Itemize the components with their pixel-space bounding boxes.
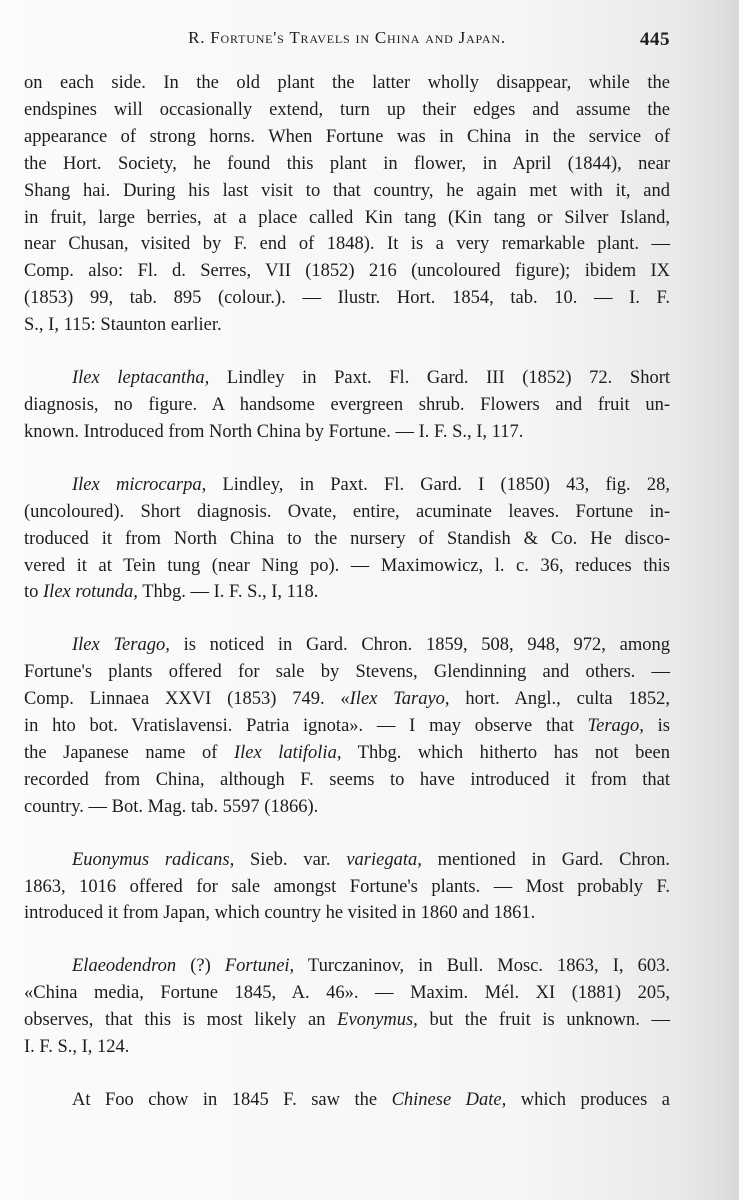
text-line: recorded from China, although F. seems to have introduced it from that — [24, 769, 670, 790]
running-title: R. Fortune's Travels in China and Japan. — [188, 28, 506, 47]
text-line: on each side. In the old plant the latter wholly disappear, while the — [24, 73, 670, 93]
page-number: 445 — [640, 29, 670, 50]
text-line: observes, that this is most likely an Evonymus, but the fruit is unknown. — — [24, 1010, 670, 1031]
text-line: near Chusan, visited by F. end of 1848). It is a very remarkable plant. — — [24, 234, 670, 255]
paragraph — [24, 472, 670, 607]
text-line: appearance of strong horns. When Fortune was in China in the service of — [24, 126, 670, 147]
text-line: diagnosis, no figure. A handsome evergreen shrub. Flowers and fruit un- — [24, 394, 670, 415]
text-line: introduced it from Japan, which country he visited in 1860 and 1861. — [24, 903, 536, 924]
text-line: Comp. Linnaea XXVI (1853) 749. «Ilex Tarayo, hort. Angl., culta 1852, — [24, 689, 670, 710]
text-line: Ilex leptacantha, Lindley in Paxt. Fl. Gard. III (1852) 72. Short — [72, 368, 670, 389]
paragraph — [24, 632, 670, 820]
paragraph — [24, 847, 670, 928]
text-line: vered it at Tein tung (near Ning po). — Maximowicz, l. c. 36, reduces this — [24, 555, 670, 576]
text-line: troduced it from North China to the nursery of Standish & Co. He disco- — [24, 528, 670, 549]
text-line: I. F. S., I, 124. — [24, 1037, 130, 1058]
text-line: endspines will occasionally extend, turn up their edges and assume the — [24, 99, 670, 120]
text-line: Fortune's plants offered for sale by Stevens, Glendinning and others. — — [24, 662, 670, 683]
text-line: to Ilex rotunda, Thbg. — I. F. S., I, 118. — [24, 582, 319, 603]
text-line: Ilex Terago, is noticed in Gard. Chron. 1859, 508, 948, 972, among — [72, 635, 670, 656]
paragraph — [24, 365, 670, 446]
text-line: Shang hai. During his last visit to that country, he again met with it, and — [24, 180, 670, 201]
text-line: the Hort. Society, he found this plant in flower, in April (1844), near — [24, 153, 670, 174]
text-line: 1863, 1016 offered for sale amongst Fortune's plants. — Most probably F. — [24, 876, 670, 897]
text-line: in hto bot. Vratislavensi. Patria ignota». — I may observe that Terago, is — [24, 716, 671, 737]
text-line: (1853) 99, tab. 895 (colour.). — Ilustr. Hort. 1854, tab. 10. — I. F. — [24, 288, 670, 309]
text-line: At Foo chow in 1845 F. saw the Chinese Date, which produces a — [72, 1090, 670, 1110]
text-line: (uncoloured). Short diagnosis. Ovate, entire, acuminate leaves. Fortune in- — [24, 501, 670, 522]
text-line: Comp. also: Fl. d. Serres, VII (1852) 216 (uncoloured figure); ibidem IX — [24, 261, 670, 282]
text-line: known. Introduced from North China by Fortune. — I. F. S., I, 117. — [24, 421, 524, 442]
text-line: «China media, Fortune 1845, A. 46». — Maxim. Mél. XI (1881) 205, — [24, 983, 670, 1004]
text-line: in fruit, large berries, at a place called Kin tang (Kin tang or Silver Island, — [24, 207, 670, 228]
text-line: Elaeodendron (?) Fortunei, Turczaninov, in Bull. Mosc. 1863, I, 603. — [72, 956, 670, 977]
text-line: Ilex microcarpa, Lindley, in Paxt. Fl. Gard. I (1850) 43, fig. 28, — [72, 474, 670, 495]
body-text — [24, 70, 670, 1114]
text-line: S., I, 115: Staunton earlier. — [24, 315, 222, 336]
running-head — [24, 28, 670, 52]
paragraph — [24, 1087, 670, 1114]
text-line: Euonymus radicans, Sieb. var. variegata, mentioned in Gard. Chron. — [72, 849, 670, 870]
paragraph — [24, 953, 670, 1061]
paragraph — [24, 70, 670, 339]
text-line: country. — Bot. Mag. tab. 5597 (1866). — [24, 796, 319, 817]
text-line: the Japanese name of Ilex latifolia, Thbg. which hitherto has not been — [24, 742, 670, 763]
